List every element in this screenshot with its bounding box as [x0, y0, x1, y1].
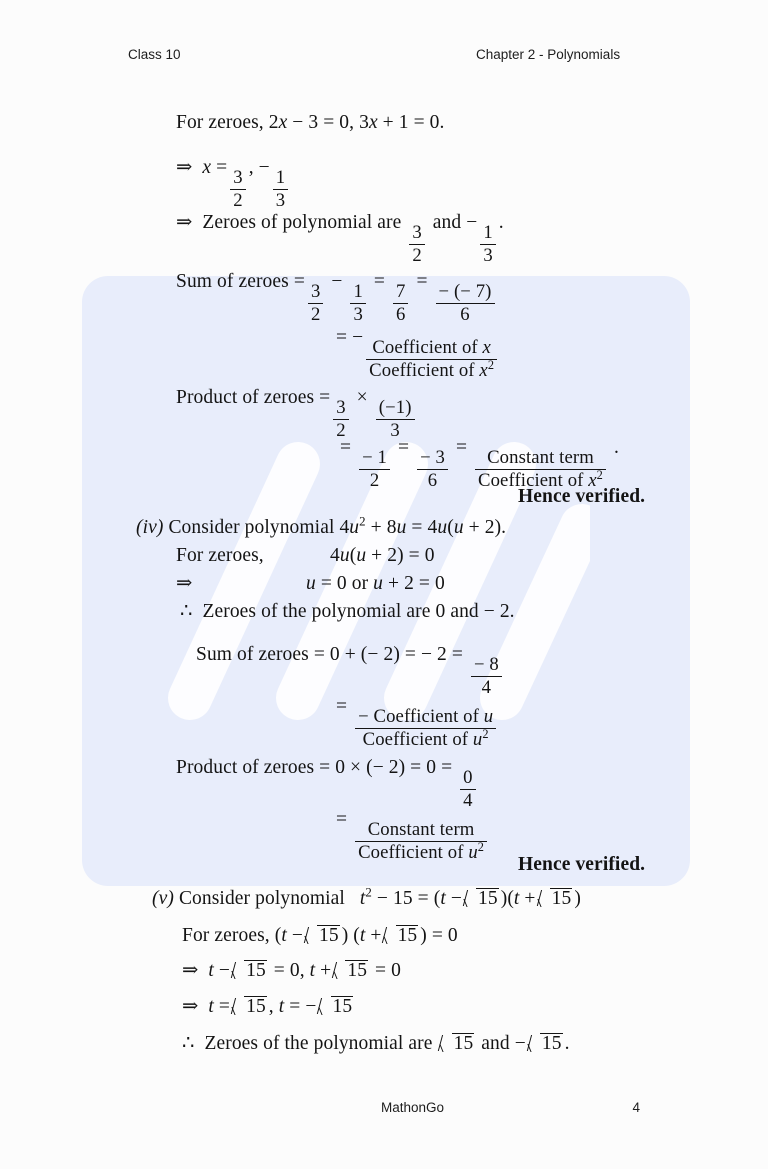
- text-run: + 8: [365, 517, 397, 538]
- math-line-coefficient-ratio-u: [336, 697, 499, 750]
- var-x: x: [588, 470, 597, 492]
- var-x: x: [278, 112, 288, 133]
- fraction-0-4: $\frac{0}{4}$: [460, 768, 475, 811]
- implies-icon: ⇒: [176, 573, 193, 594]
- fraction-neg3-6: $\frac{- 3}{6}$: [417, 448, 448, 491]
- math-line-product-result-iii: [340, 438, 619, 491]
- math-line-implies-v-2: [182, 996, 355, 1017]
- text-run: and −: [481, 1033, 526, 1054]
- text-run: (: [349, 545, 357, 566]
- text-run: +: [315, 960, 332, 981]
- text-run: For zeroes, (: [182, 925, 282, 946]
- math-line-implies-v-1: [182, 960, 401, 981]
- text-run: − Coefficient of: [358, 706, 484, 728]
- fraction-neg7-6: $\frac{- (- 7)}{6}$: [436, 282, 495, 325]
- text-run: +: [519, 888, 536, 909]
- text-run: ): [574, 888, 581, 909]
- sqrt-icon: 15: [232, 960, 267, 981]
- text-run: 4: [330, 545, 340, 566]
- hence-verified-iii: Hence verified.: [518, 486, 646, 507]
- equals-sign: =: [416, 271, 428, 292]
- text-run: − 3 = 0, 3: [287, 112, 369, 133]
- text-run: = 0,: [273, 960, 310, 981]
- var-u: u: [437, 517, 448, 538]
- implies-icon: ⇒: [176, 212, 193, 233]
- fraction-coefficient-x: [366, 338, 497, 381]
- equals-minus: = −: [336, 327, 364, 348]
- sqrt-icon: 15: [305, 925, 340, 946]
- sqrt-icon: 15: [383, 925, 418, 946]
- text-run: Coefficient of: [478, 470, 589, 492]
- text-run: Zeroes of polynomial are: [202, 212, 402, 233]
- text-run: Consider polynomial 4: [168, 517, 350, 538]
- var-u: u: [468, 842, 478, 864]
- for-zeroes-label: For zeroes,: [176, 545, 264, 566]
- hence-verified-iv: Hence verified.: [518, 854, 646, 875]
- header-chapter-label: Chapter 2 - Polynomials: [476, 47, 621, 62]
- var-t: t: [208, 960, 214, 981]
- var-t: t: [440, 888, 446, 909]
- sqrt-icon: 15: [333, 960, 368, 981]
- text-run: +: [365, 925, 382, 946]
- fraction-1-3: $\frac{1}{3}$: [350, 282, 365, 325]
- list-marker-iv: (iv): [136, 517, 164, 538]
- equals-sign: =: [216, 157, 228, 178]
- var-u: u: [483, 706, 494, 728]
- multiply-sign: ×: [356, 387, 368, 408]
- text-run: −: [213, 960, 231, 981]
- fraction-constant-over-coefficient-x: $\frac{\text{Constant term}}{Coefficient of x^2}$: [475, 448, 606, 491]
- exponent: 2: [487, 357, 495, 372]
- math-line-product-of-zeroes-iii: [176, 388, 418, 441]
- var-u: u: [373, 573, 384, 594]
- var-t: t: [208, 996, 214, 1017]
- var-u: u: [453, 517, 464, 538]
- equals-sign: =: [455, 437, 468, 458]
- exponent: 2: [365, 885, 372, 900]
- text-run: and −: [432, 212, 478, 233]
- text-run: − 15 = (: [371, 888, 441, 909]
- text-run: ) (: [341, 925, 360, 946]
- var-u: u: [339, 545, 350, 566]
- text-run: = 4: [406, 517, 438, 538]
- header-class-label: Class 10: [128, 47, 181, 62]
- fraction-neg1-3: $\frac{(-1)}{3}$: [376, 398, 415, 441]
- implies-icon: ⇒: [176, 157, 193, 178]
- equals-sign: =: [336, 809, 348, 830]
- fraction-3-2: $\frac{3}{2}$: [230, 168, 245, 211]
- var-u: u: [472, 729, 483, 751]
- var-u: u: [356, 545, 367, 566]
- exponent: 2: [482, 726, 489, 741]
- math-line-for-zeroes-iv: [176, 546, 264, 566]
- math-line-zeroes-of-polynomial: [176, 213, 504, 266]
- footer-brand: MathonGo: [381, 1100, 445, 1115]
- var-t: t: [281, 925, 287, 946]
- sum-of-zeroes-label: Sum of zeroes = 0 + (− 2) = − 2 =: [196, 644, 463, 665]
- text-run: Coefficient of: [372, 337, 483, 359]
- fraction-1-3: $\frac{1}{3}$: [273, 168, 288, 211]
- text-run: , −: [248, 157, 270, 178]
- sqrt-icon: 15: [528, 1033, 563, 1054]
- text-run: For zeroes, 2: [176, 112, 279, 133]
- implies-icon: ⇒: [182, 996, 199, 1017]
- text-run: Consider polynomial: [178, 888, 345, 909]
- fraction-3-2: $\frac{3}{2}$: [409, 223, 424, 266]
- text-run: ) = 0: [420, 925, 458, 946]
- text-run: + 1 = 0.: [377, 112, 445, 133]
- sqrt-icon: 15: [232, 996, 267, 1017]
- var-u: u: [306, 573, 316, 594]
- text-run: .: [498, 212, 504, 233]
- var-x: x: [479, 360, 488, 382]
- math-line-sum-of-zeroes-iii: [176, 272, 498, 325]
- exponent: 2: [596, 467, 603, 482]
- math-line-implies-iv-expr: [306, 574, 445, 594]
- fraction-3-2: $\frac{3}{2}$: [308, 282, 323, 325]
- math-line-x-equals: [176, 158, 291, 211]
- implies-icon: ⇒: [182, 960, 199, 981]
- text-run: )(: [500, 888, 514, 909]
- product-of-zeroes-label: Product of zeroes = 0 × (− 2) = 0 =: [176, 757, 453, 778]
- text-run: .: [564, 1033, 570, 1054]
- fraction-neg8-4: $\frac{- 8}{4}$: [471, 655, 502, 698]
- text-run: =: [213, 996, 231, 1017]
- var-t: t: [359, 888, 366, 909]
- sqrt-icon: 15: [318, 996, 353, 1017]
- math-line-constant-over-coefficient-u: [336, 810, 490, 863]
- var-x: x: [368, 112, 378, 133]
- var-t: t: [513, 888, 520, 909]
- fraction-1-3: $\frac{1}{3}$: [480, 223, 495, 266]
- text-run: −: [445, 888, 462, 909]
- text-run: + 2).: [463, 517, 507, 538]
- math-line-sum-of-zeroes-iv: [196, 645, 505, 698]
- math-line-item-v: [152, 885, 581, 909]
- exponent: 2: [477, 839, 485, 854]
- text-run: .: [613, 437, 619, 458]
- var-u: u: [396, 517, 407, 538]
- sqrt-icon: 15: [538, 888, 573, 909]
- text-run: Zeroes of the polynomial are 0 and − 2.: [202, 601, 515, 622]
- var-x: x: [202, 157, 212, 178]
- sqrt-icon: 15: [464, 888, 499, 909]
- var-u: u: [349, 517, 360, 538]
- math-line-product-of-zeroes-iv: [176, 758, 479, 811]
- text-run: = 0 or: [315, 573, 374, 594]
- minus-sign: −: [331, 271, 343, 292]
- footer-page-number: 4: [632, 1100, 640, 1115]
- fraction-constant-over-coefficient-u: $\frac{\text{Constant term}}{Coefficient of u^2}$: [355, 820, 487, 863]
- math-line-therefore-iv: [180, 602, 515, 622]
- math-line-item-iv: [136, 514, 507, 538]
- exponent: 2: [359, 514, 366, 529]
- therefore-icon: ∴: [180, 601, 193, 622]
- equals-sign: =: [336, 696, 348, 717]
- math-line-therefore-v: [182, 1033, 570, 1054]
- fraction-neg-coefficient-u: [355, 707, 496, 750]
- math-line-for-zeroes-v: [182, 925, 458, 946]
- product-of-zeroes-label: Product of zeroes =: [176, 387, 331, 408]
- text-run: + 2) = 0: [366, 545, 435, 566]
- math-line-implies-iv: [176, 574, 192, 594]
- text-run: (: [447, 517, 454, 538]
- therefore-icon: ∴: [182, 1033, 195, 1054]
- var-t: t: [309, 960, 316, 981]
- fraction-neg1-2: $\frac{- 1}{2}$: [359, 448, 390, 491]
- fraction-7-6: $\frac{7}{6}$: [393, 282, 408, 325]
- fraction-3-2: $\frac{3}{2}$: [333, 398, 348, 441]
- sum-of-zeroes-label: Sum of zeroes =: [176, 271, 305, 292]
- text-run: = 0: [375, 960, 401, 981]
- math-line-for-zeroes-1: [176, 113, 444, 133]
- text-run: Coefficient of: [362, 729, 473, 751]
- text-run: Coefficient of: [369, 360, 480, 382]
- math-line-for-zeroes-iv-expr: [330, 546, 435, 566]
- text-run: ,: [268, 996, 279, 1017]
- text-run: −: [286, 925, 303, 946]
- sqrt-icon: 15: [440, 1033, 475, 1054]
- equals-sign: =: [397, 437, 410, 458]
- var-t: t: [359, 925, 366, 946]
- text-run: Coefficient of: [358, 842, 469, 864]
- text-run: + 2 = 0: [383, 573, 445, 594]
- text-run: Zeroes of the polynomial are: [204, 1033, 433, 1054]
- var-t: t: [278, 996, 285, 1017]
- list-marker-v: (v): [152, 888, 174, 909]
- text-run: = −: [284, 996, 317, 1017]
- equals-sign: =: [373, 271, 386, 292]
- equals-sign: =: [340, 437, 352, 458]
- math-line-coefficient-ratio-x: [336, 328, 500, 381]
- var-x: x: [482, 337, 491, 359]
